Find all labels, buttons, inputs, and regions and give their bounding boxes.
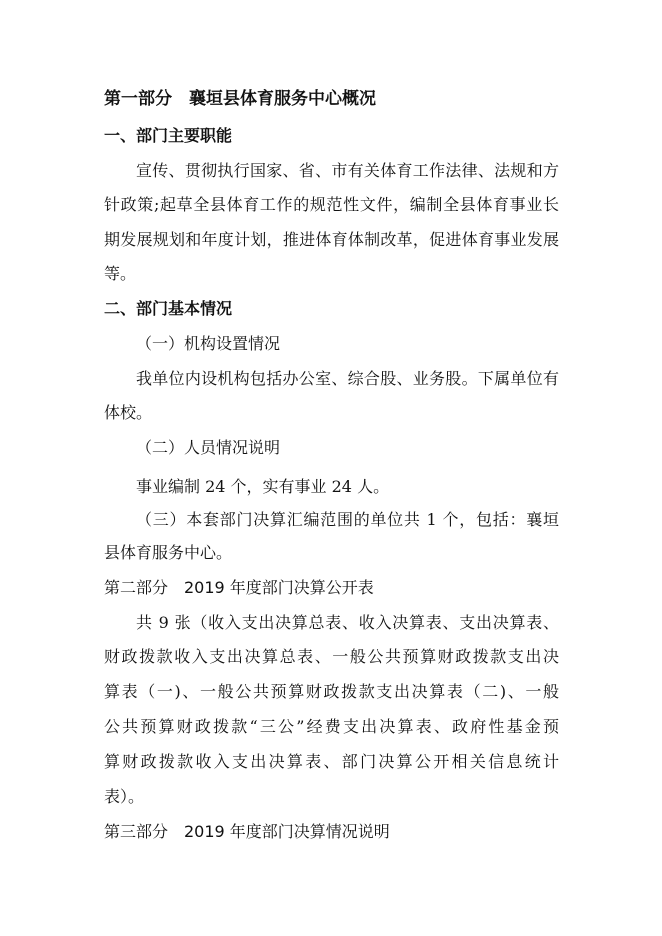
- body-line: 宣传、贯彻执行国家、省、市有关体育工作法律、法规和方: [136, 161, 559, 180]
- section1-heading: 一、部门主要职能: [104, 126, 233, 145]
- body-line: 我单位内设机构包括办公室、综合股、业务股。下属单位有: [136, 369, 559, 388]
- section2-heading: 二、部门基本情况: [104, 299, 233, 318]
- part2-title: 第二部分 2019 年度部门决算公开表: [104, 578, 374, 597]
- body-line: 针政策;起草全县体育工作的规范性文件，编制全县体育事业长: [104, 195, 559, 214]
- body-line: 公共预算财政拨款“三公”经费支出决算表、政府性基金预: [104, 717, 559, 736]
- body-line: 县体育服务中心。: [104, 543, 233, 562]
- body-line: 财政拨款收入支出决算总表、一般公共预算财政拨款支出决: [104, 647, 559, 666]
- body-line: 算财政拨款收入支出决算表、部门决算公开相关信息统计: [104, 752, 559, 771]
- body-line: （三）本套部门决算汇编范围的单位共 1 个，包括：襄垣: [136, 510, 559, 529]
- body-line: 体校。: [104, 403, 153, 422]
- body-line: 期发展规划和年度计划，推进体育体制改革，促进体育事业发展: [104, 230, 559, 249]
- part3-title: 第三部分 2019 年度部门决算情况说明: [104, 822, 390, 841]
- subsection-heading: （一）机构设置情况: [136, 334, 281, 353]
- body-line: 表）。: [104, 787, 145, 806]
- body-line: 事业编制 24 个，实有事业 24 人。: [136, 477, 390, 496]
- part1-title: 第一部分 襄垣县体育服务中心概况: [104, 89, 376, 109]
- body-line: 算表（一)、一般公共预算财政拨款支出决算表（二)、一般: [104, 682, 559, 701]
- body-line: 等。: [104, 264, 137, 283]
- body-line: 共 9 张（收入支出决算总表、收入决算表、支出决算表、: [136, 613, 559, 632]
- subsection-heading: （二）人员情况说明: [136, 438, 281, 457]
